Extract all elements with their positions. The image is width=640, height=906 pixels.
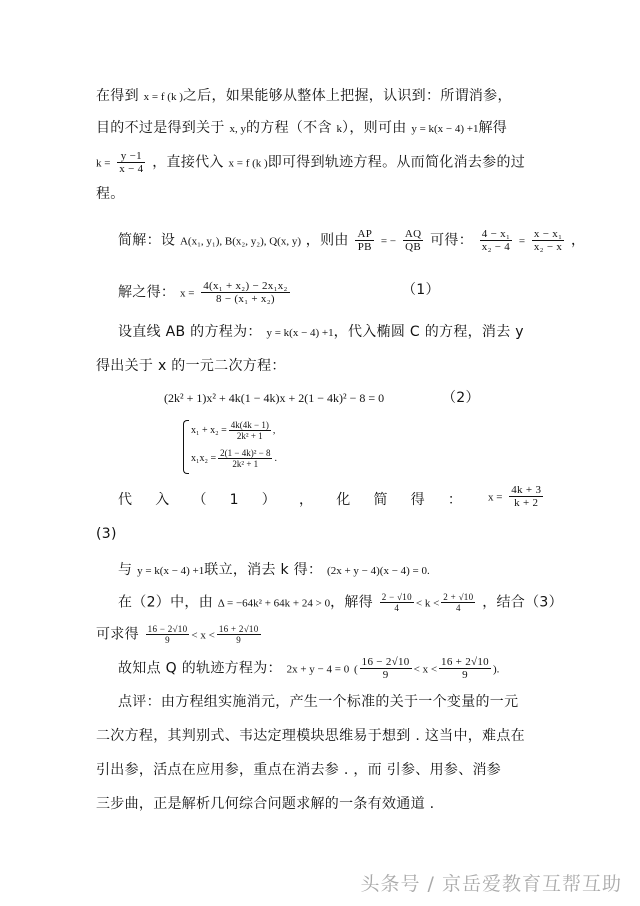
para-1-line-3: k = $\frac{y -1}{x - 4}$ ，直接代入 x = f (k )即可得到轨迹方程。从而简化消去参的过 [96, 150, 526, 175]
brace [183, 420, 189, 474]
fraction-ratio-right: $\frac{\text{x − x₁}}{\text{x₂ − x}}$ [533, 228, 563, 253]
equation-3-tag: (3) [96, 526, 117, 542]
equation-2-tag: （2） [442, 390, 480, 406]
fraction-ratio-left: $\frac{\text{4 − x₁}}{\text{x₂ − 4}}$ [481, 228, 511, 253]
para-1-line-1: 在得到 x = f (k )之后，如果能够从整体上把握，认识到：所谓消参， [96, 88, 512, 104]
x-in-terms-of-k: x = $\frac{4k + 3}{k + 2}$ [488, 484, 542, 509]
eliminate-k-line: 与 y = k(x − 4) +1联立，消去 k 得： (2x + y − 4)(x − 4) = 0. [118, 562, 430, 578]
quadratic-equation: (2k² + 1)x² + 4k(1 − 4k)x + 2(1 − 4k)² − 8 = 0 [164, 391, 385, 405]
watermark: 头条号 / 京岳爱教育互帮互助 [360, 873, 622, 895]
locus-equation-line: 故知点 Q 的轨迹方程为： 2x + y − 4 = 0 ( $\frac{16 - 2√10}{9}$ < x < $\frac{16 + 2√10}{9}$ ). [118, 656, 500, 681]
comment-line-2: 二次方程，其判别式、韦达定理模块思维易于想到 . 这当中，难点在 [96, 728, 525, 744]
equation-1-line: 解之得： x = $\frac{\text{4(x₁ + x₂) − 2x₁x₂}}{\text{8 − (x₁ + x₂)}}$ [118, 280, 288, 305]
para-1-line-4: 程。 [96, 186, 125, 202]
comment-line-3: 引出参，活点在应用参，重点在消去参 . ，而 引参、用参、消参 [96, 762, 502, 778]
comment-line-4: 三步曲，正是解析几何综合问题求解的一条有效通道 . [96, 796, 435, 812]
line-ab-text-2: 得出关于 x 的一元二次方程： [96, 358, 286, 374]
vieta-sum: x₁ + x₂ = $\frac{4k(4k - 1)}{\text{2k² + 1}}$ , [191, 420, 276, 441]
fraction-aq-qb: $\frac{AQ}{QB}$ [404, 228, 422, 253]
fraction-ap-pb: $\frac{AP}{PB}$ [357, 228, 373, 253]
substitute-line: 代 入 （ 1 ） ， 化 简 得 ： [118, 492, 462, 508]
discriminant-line: 在（2）中，由 Δ = −64k² + 64k + 24 > 0，解得 $\frac{2 - √10}{4}$ < k < $\frac{2 + √10}{4}$ ，结合（3） [118, 592, 563, 613]
vieta-product: x₁x₂ = $\frac{\text{2(1 − 4k)² − 8}}{\text{2k² + 1}}$ . [191, 448, 277, 469]
line-ab-text-1: 设直线 AB 的方程为： y = k(x − 4) +1，代入椭圆 C 的方程，消去 y [118, 324, 524, 340]
para-1-line-2: 目的不过是得到关于 x, y的方程（不含 k），则可由 y = k(x − 4) +1解得 [96, 120, 508, 136]
comment-line-1: 点评：由方程组实施消元，产生一个标准的关于一个变量的一元 [118, 694, 519, 710]
x-range-line: 可求得 $\frac{16 - 2√10}{9}$ < x < $\frac{16 + 2√10}{9}$ [96, 624, 259, 645]
fraction-k: $\frac{y -1}{x - 4}$ [119, 150, 144, 175]
fraction-x-solution: $\frac{\text{4(x₁ + x₂) − 2x₁x₂}}{\text{8 − (x₁ + x₂)}}$ [203, 280, 288, 305]
equation-1-tag: （1） [402, 282, 440, 298]
solution-line: 简解：设 A(x₁, y₁), B(x₂, y₂), Q(x, y) ，则由 $\frac{AP}{PB}$ = − $\frac{AQ}{QB}$ 可得： $\frac{\text{4 − x₁}}{\text{x₂ − 4}}$ = $\frac{\text{x − x₁}}{\text{x₂ − x}}$ ， [118, 228, 586, 253]
